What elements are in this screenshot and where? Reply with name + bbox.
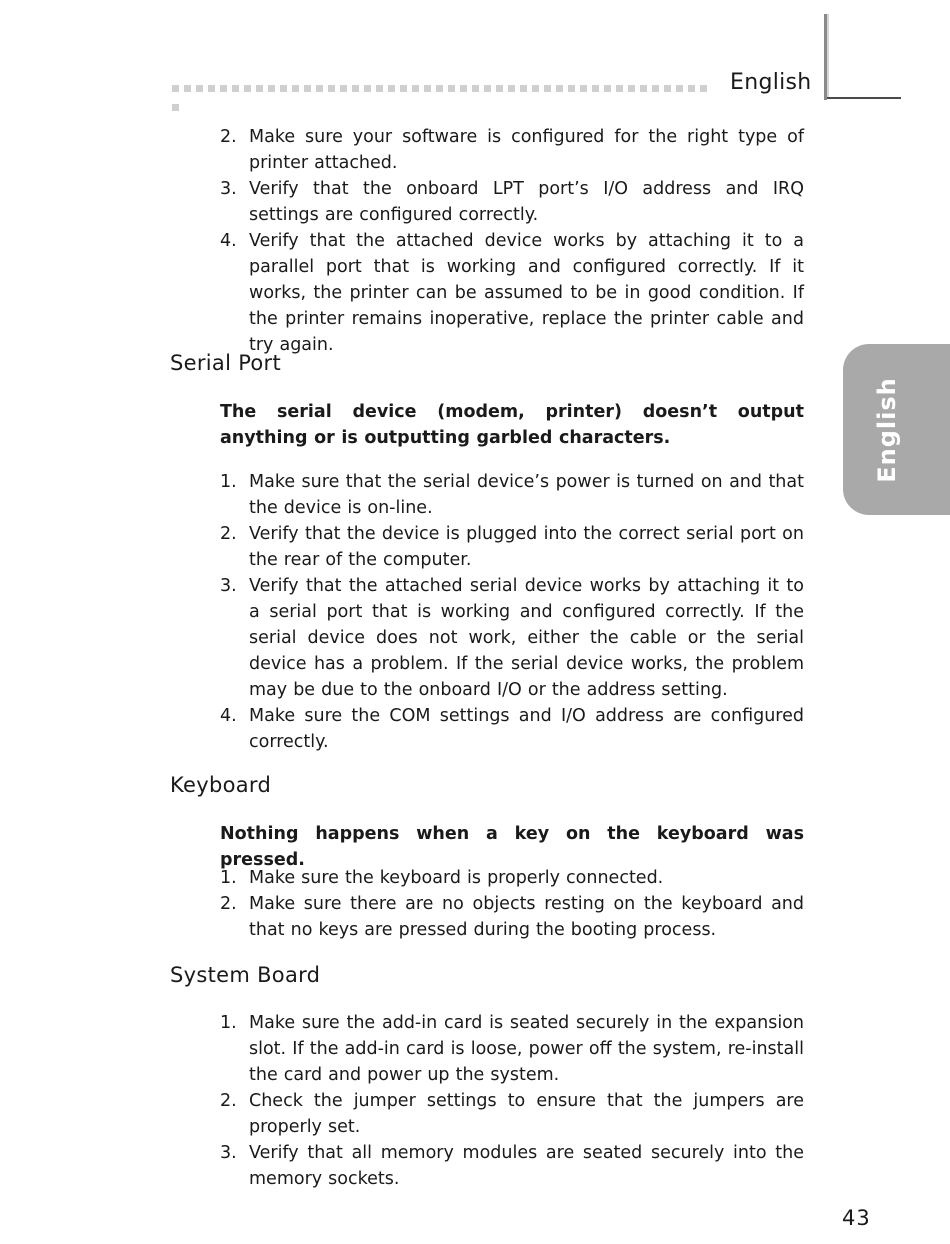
list-item: 2. Make sure your software is configured for the right type of printer attached. — [220, 127, 804, 173]
section-title-keyboard: Keyboard — [170, 773, 272, 797]
dot-square — [580, 85, 587, 92]
dot-square — [616, 85, 623, 92]
dot-square — [472, 85, 479, 92]
dot-square — [652, 85, 659, 92]
list-item: 2. Verify that the device is plugged into the correct serial port on the rear of the computer. — [220, 524, 804, 570]
dot-square — [556, 85, 563, 92]
dot-square — [592, 85, 599, 92]
keyboard-problem: Nothing happens when a key on the keyboard was pressed. — [220, 824, 804, 870]
dot-square — [688, 85, 695, 92]
parallel-port-steps — [218, 124, 804, 358]
side-language-tab-label: English — [873, 377, 901, 483]
list-item: 3. Verify that the attached serial device works by attaching it to a serial port that is working and configured correctly. If the serial device does not work, either the cable or the serial device has a problem. If the serial device works, the problem may be due to the onboard I/O or the address setting. — [220, 576, 804, 700]
header-language-label: English — [730, 70, 812, 95]
dot-square — [184, 85, 191, 92]
page-number: 43 — [842, 1206, 871, 1230]
dot-square — [400, 85, 407, 92]
header-dotted-rule — [172, 85, 720, 93]
list-item: 4. Verify that the attached device works by attaching it to a parallel port that is working and configured correctly. If it works, the printer can be assumed to be in good condition. If the printer remains inoperative, replace the printer cable and try again. — [220, 231, 804, 355]
list-item: 2. Make sure there are no objects resting on the keyboard and that no keys are pressed during the booting process. — [220, 894, 804, 940]
dot-square — [436, 85, 443, 92]
dot-square — [628, 85, 635, 92]
dot-square — [388, 85, 395, 92]
dot-square — [316, 85, 323, 92]
serial-port-steps — [218, 469, 804, 755]
dot-square — [412, 85, 419, 92]
list-item: 1. Make sure that the serial device’s power is turned on and that the device is on-line. — [220, 472, 804, 518]
keyboard-steps — [218, 865, 804, 943]
dot-square — [280, 85, 287, 92]
dot-square — [232, 85, 239, 92]
corner-mark-vertical — [824, 14, 827, 100]
dot-square — [340, 85, 347, 92]
dot-square — [520, 85, 527, 92]
dot-square — [544, 85, 551, 92]
list-item: 4. Make sure the COM settings and I/O address are configured correctly. — [220, 706, 804, 752]
section-title-serial-port: Serial Port — [170, 351, 282, 375]
dot-square — [460, 85, 467, 92]
dot-square — [604, 85, 611, 92]
dot-square — [424, 85, 431, 92]
corner-mark-horizontal — [827, 97, 901, 99]
dot-square — [292, 85, 299, 92]
dot-square — [220, 85, 227, 92]
list-item: 1. Make sure the add-in card is seated securely in the expansion slot. If the add-in card is loose, power off the system, re-install the card and power up the system. — [220, 1013, 804, 1085]
dot-square — [208, 85, 215, 92]
dot-square — [328, 85, 335, 92]
dot-square — [352, 85, 359, 92]
list-item: 1. Make sure the keyboard is properly connected. — [220, 868, 664, 888]
dot-square — [676, 85, 683, 92]
dot-square — [508, 85, 515, 92]
dot-square — [568, 85, 575, 92]
dot-square — [244, 85, 251, 92]
dot-square — [256, 85, 263, 92]
dot-square — [484, 85, 491, 92]
dot-square — [196, 85, 203, 92]
dot-square — [172, 104, 179, 111]
list-item: 3. Verify that all memory modules are seated securely into the memory sockets. — [220, 1143, 804, 1189]
dot-square — [448, 85, 455, 92]
dot-square — [376, 85, 383, 92]
dot-square — [532, 85, 539, 92]
corner-mark-shadow — [827, 14, 829, 97]
dot-square — [364, 85, 371, 92]
system-board-steps — [218, 1010, 804, 1192]
dot-square — [496, 85, 503, 92]
dot-square — [640, 85, 647, 92]
list-item: 3. Verify that the onboard LPT port’s I/O address and IRQ settings are configured correctly. — [220, 179, 804, 225]
section-title-system-board: System Board — [170, 963, 321, 987]
serial-port-problem: The serial device (modem, printer) doesn’t output anything or is outputting garbled characters. — [220, 402, 804, 448]
dot-square — [700, 85, 707, 92]
dot-square — [664, 85, 671, 92]
list-item: 2. Check the jumper settings to ensure that the jumpers are properly set. — [220, 1091, 804, 1137]
dot-square — [268, 85, 275, 92]
dot-square — [172, 85, 179, 92]
dot-square — [304, 85, 311, 92]
